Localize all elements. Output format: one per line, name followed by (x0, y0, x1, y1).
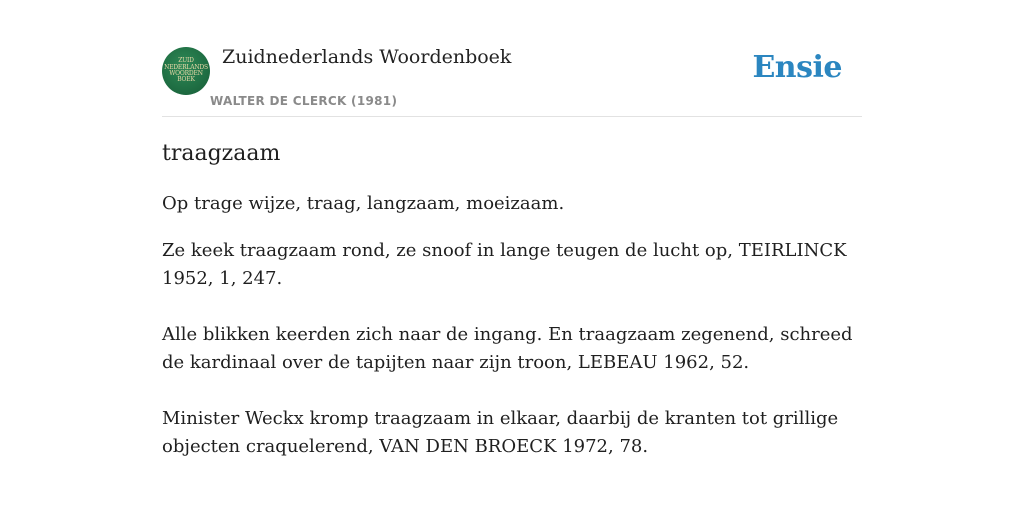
page (162, 0, 862, 461)
entry-example: Minister Weckx kromp traagzaam in elkaar, daarbij de kranten tot grillige objecten craquelerend, VAN DEN BROECK 1972, 78. (162, 408, 839, 457)
entry-definition: Op trage wijze, traag, langzaam, moeizaam. (162, 193, 565, 214)
header (162, 0, 862, 117)
logo-line: ZUID (178, 57, 194, 65)
entry-example: Ze keek traagzaam rond, ze snoof in lange teugen de lucht op, TEIRLINCK 1952, 1, 247. (162, 240, 847, 289)
logo-line: NEDERLANDS (164, 63, 208, 71)
logo-line: BOEK (177, 76, 195, 84)
book-author: WALTER DE CLERCK (1981) (210, 94, 398, 108)
ensie-logo-link[interactable]: Ensie (752, 50, 842, 85)
book-title-link[interactable]: Zuidnederlands Woordenboek (222, 46, 512, 68)
entry-example: Alle blikken keerden zich naar de ingang. En traagzaam zegenend, schreed de kardinaal over de tapijten naar zijn troon, LEBEAU 1962, 52. (162, 324, 853, 373)
logo-line: WOORDEN (169, 70, 203, 77)
book-logo[interactable] (162, 47, 210, 95)
entry-headword: traagzaam (162, 141, 281, 166)
